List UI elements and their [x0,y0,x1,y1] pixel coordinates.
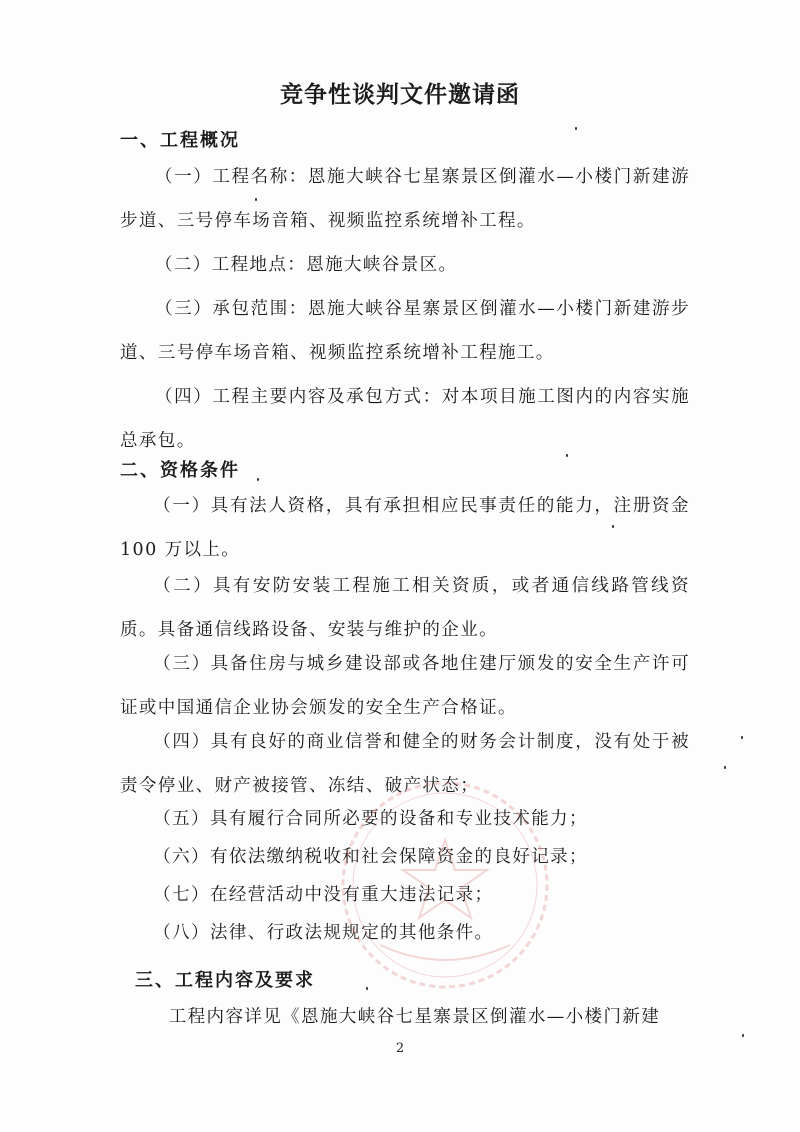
paragraph-qualification-3: （三）具备住房与城乡建设部或各地住建厅颁发的安全生产许可证或中国通信企业协会颁发的安全生产合格证。 [120,654,690,718]
paragraph-project-location: （二）工程地点：恩施大峡谷景区。 [155,255,458,275]
scan-speck [255,198,257,201]
paragraph-qualification-7: （七）在经营活动中没有重大违法记录； [153,885,494,905]
scan-speck [742,1034,744,1037]
scan-speck [575,127,577,130]
paragraph-qualification-2: （二）具有安防安装工程施工相关资质，或者通信线路管线资质。具备通信线路设备、安装与维护的企业。 [120,576,690,640]
paragraph-contract-method: （四）工程主要内容及承包方式：对本项目施工图内的内容实施总承包。 [120,387,690,451]
paragraph-requirements-start: 工程内容详见《恩施大峡谷七星寨景区倒灌水—小楼门新建 [168,1007,661,1027]
paragraph-qualification-1: （一）具有法人资格，具有承担相应民事责任的能力，注册资金 100 万以上。 [120,496,690,560]
paragraph-project-name: （一）工程名称：恩施大峡谷七星寨景区倒灌水—小楼门新建游步道、三号停车场音箱、视频监控系统增补工程。 [120,167,690,231]
scan-speck [741,736,743,739]
scan-speck [724,766,726,769]
paragraph-qualification-8: （八）法律、行政法规规定的其他条件。 [153,923,494,943]
section-heading-overview: 一、工程概况 [120,130,240,151]
scan-speck [566,454,568,457]
document-title: 竞争性谈判文件邀请函 [280,82,520,108]
section-heading-qualifications: 二、资格条件 [120,460,240,481]
paragraph-qualification-4: （四）具有良好的商业信誉和健全的财务会计制度，没有处于被责令停业、财产被接管、冻结、破产状态； [120,732,690,796]
paragraph-qualification-5: （五）具有履行合同所必要的设备和专业技术能力； [153,809,588,829]
paragraph-contract-scope: （三）承包范围：恩施大峡谷星寨景区倒灌水—小楼门新建游步道、三号停车场音箱、视频监控系统增补工程施工。 [120,299,690,363]
scan-speck [257,478,259,481]
page-number: 2 [395,1041,405,1056]
section-heading-requirements: 三、工程内容及要求 [135,970,315,991]
scan-speck [366,987,368,990]
paragraph-qualification-6: （六）有依法缴纳税收和社会保障资金的良好记录； [153,847,588,867]
scan-speck [612,525,614,528]
